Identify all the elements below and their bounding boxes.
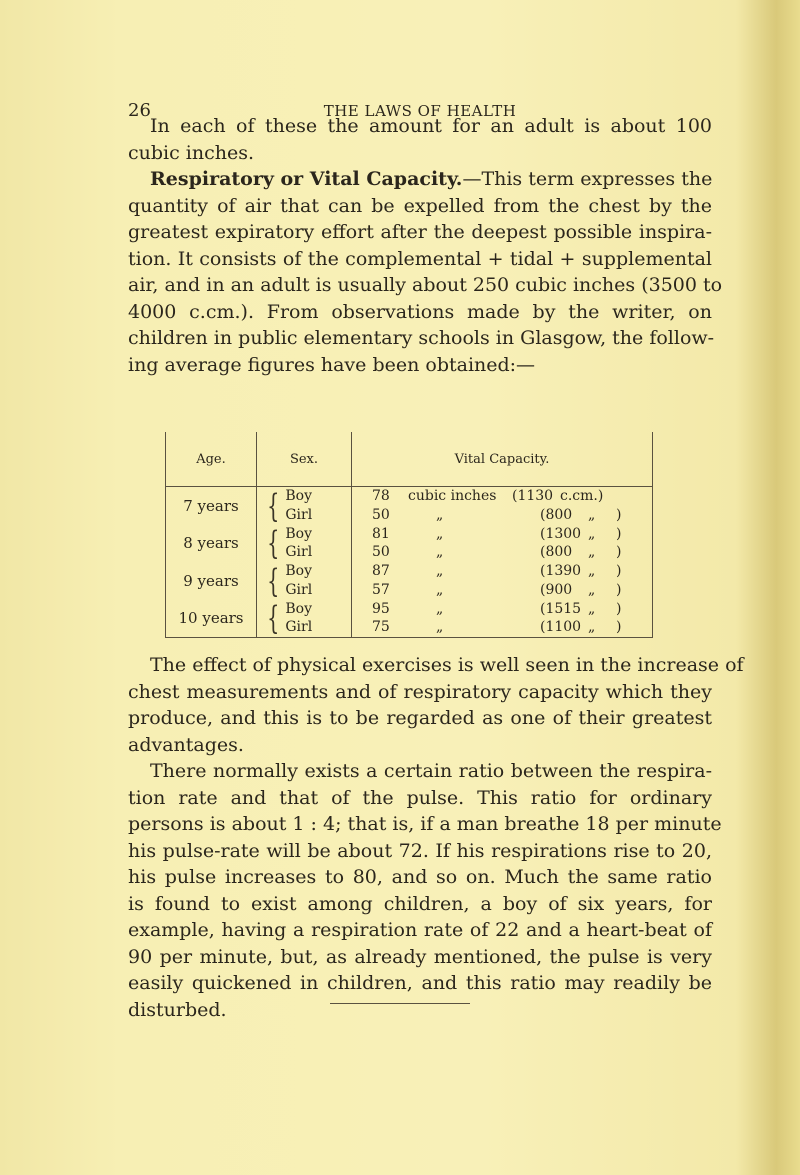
sex-group [257,600,351,637]
text-line [128,272,723,299]
table-row [166,562,653,600]
end-rule [330,1003,470,1004]
line-text: 90 per minute, but, as already mentioned, the pulse is very [128,945,712,968]
close-paren: ) [616,563,622,580]
col-header-age: Age. [166,432,257,487]
text-line [128,970,712,997]
line-text: air, and in an adult is usually about 250 cubic inches (3500 to [128,274,723,296]
line-text: persons is about 1 : 4; that is, if a man breathe 18 per minute [128,813,722,835]
brace-icon: { [267,524,280,563]
text-line [128,246,712,273]
line-text: There normally exists a certain ratio between the respira- [150,760,712,782]
age-cell: 8 years [166,525,257,563]
line-text: example, having a respiration rate of 22 and a heart-beat of [128,919,712,941]
sex-cell [257,525,352,563]
vital-capacity-cell [352,525,653,563]
text-line [128,944,712,971]
unit-ccm: c.cm.) [560,488,604,505]
sex-group [257,487,351,524]
sex-list [285,525,312,562]
value-inches: 50 [372,544,390,561]
text-line [128,299,712,326]
sex-group [257,525,351,562]
sex-list [285,600,312,637]
table-row [166,600,653,638]
unit-ccm: „ [588,506,596,523]
line-text: cubic inches. [128,141,255,164]
line-text: chest measurements and of respiratory capacity which they [128,680,712,703]
sex-label: Boy [285,525,312,542]
vital-capacity-entry [372,618,652,637]
text-line [128,891,712,918]
value-ccm: (900 [540,581,573,598]
line-text: quantity of air that can be expelled from the chest by the [128,194,712,217]
line-text: disturbed. [128,998,227,1021]
vital-capacity-entry [372,506,652,525]
value-inches: 87 [372,563,390,580]
sex-label: Girl [285,581,313,598]
text-line [128,705,712,732]
text-line [128,997,712,1024]
value-inches: 75 [372,619,390,636]
unit-ccm: „ [588,544,596,561]
unit-inches: „ [436,525,444,542]
sex-label: Boy [285,563,312,580]
line-text: his pulse-rate will be about 72. If his respirations rise to 20, [128,839,712,862]
vital-capacity-entry [372,600,652,619]
body-text-bottom [128,652,744,1023]
value-inches: 81 [372,525,390,542]
text-line [128,917,712,944]
table-row [166,525,653,563]
unit-ccm: „ [588,581,596,598]
brace-icon: { [267,486,280,525]
close-paren: ) [616,544,622,561]
text-line [128,219,712,246]
vital-capacity-cell [352,562,653,600]
sex-cell [257,487,352,525]
text-line [128,758,712,785]
value-ccm: (1390 [540,563,582,580]
line-text: advantages. [128,733,244,756]
sex-label: Boy [285,600,312,617]
value-inches: 57 [372,581,390,598]
value-ccm: (800 [540,544,573,561]
line-text: —This term expresses the [462,168,713,190]
vital-capacity-cell [352,487,653,525]
sex-list [285,562,312,599]
unit-inches: „ [436,544,444,561]
text-line [128,811,722,838]
text-line [128,113,712,140]
text-line [128,732,712,759]
text-line [128,352,712,379]
col-header-vital-capacity: Vital Capacity. [352,432,653,487]
page-number: 26 [128,100,151,121]
value-ccm: (1300 [540,525,582,542]
age-cell: 7 years [166,487,257,525]
close-paren: ) [616,506,622,523]
text-line [128,838,712,865]
vital-capacity-entry [372,543,652,562]
line-text: is found to exist among children, a boy of six years, for [128,892,712,915]
value-ccm: (1130 [512,488,554,505]
sex-label: Girl [285,506,313,523]
vital-capacity-list [372,562,652,599]
line-text: In each of these the amount for an adult is about 100 [150,115,712,137]
vital-capacity-entry [372,525,652,544]
text-line [128,679,712,706]
col-header-sex: Sex. [257,432,352,487]
vital-capacity-entry [372,562,652,581]
line-text: greatest expiratory effort after the deepest possible inspira- [128,221,712,243]
sex-cell [257,562,352,600]
unit-ccm: „ [588,563,596,580]
sex-group [257,562,351,599]
table-row [166,487,653,525]
vital-capacity-list [372,600,652,637]
unit-inches: cubic inches [408,488,497,505]
vital-capacity-table [165,432,653,638]
unit-ccm: „ [588,525,596,542]
text-line [128,140,712,167]
sex-label: Boy [285,488,312,505]
close-paren: ) [616,581,622,598]
unit-inches: „ [436,619,444,636]
body-text-top [128,113,723,378]
close-paren: ) [616,619,622,636]
unit-inches: „ [436,581,444,598]
running-title: THE LAWS OF HEALTH [323,102,517,120]
value-ccm: (800 [540,506,573,523]
vital-capacity-list [372,487,652,524]
sex-list [285,487,312,524]
unit-ccm: „ [588,619,596,636]
line-text: his pulse increases to 80, and so on. Much the same ratio [128,866,712,888]
line-text: ing average figures have been obtained:— [128,353,536,376]
text-line [128,166,712,193]
text-line [128,864,712,891]
unit-inches: „ [436,563,444,580]
line-text: tion. It consists of the complemental + tidal + supplemental [128,247,712,270]
sex-label: Girl [285,619,313,636]
unit-inches: „ [436,600,444,617]
value-ccm: (1100 [540,619,582,636]
close-paren: ) [616,525,622,542]
age-cell: 10 years [166,600,257,638]
brace-icon: { [267,599,280,638]
text-line [128,652,744,679]
section-heading: Respiratory or Vital Capacity. [150,168,463,190]
line-text: produce, and this is to be regarded as one of their greatest [128,707,712,729]
text-line [128,785,712,812]
close-paren: ) [616,600,622,617]
unit-inches: „ [436,506,444,523]
value-inches: 78 [372,488,390,505]
unit-ccm: „ [588,600,596,617]
vital-capacity-cell [352,600,653,638]
line-text: tion rate and that of the pulse. This ratio for ordinary [128,786,712,809]
vital-capacity-entry [372,487,652,506]
value-ccm: (1515 [540,600,582,617]
line-text: 4000 c.cm.). From observations made by the writer, on [128,300,712,323]
line-text: children in public elementary schools in Glasgow, the follow- [128,327,715,349]
line-text: The effect of physical exercises is well seen in the increase of [150,654,744,676]
value-inches: 95 [372,600,390,617]
vital-capacity-entry [372,581,652,600]
text-line [128,325,715,352]
value-inches: 50 [372,506,390,523]
sex-label: Girl [285,544,313,561]
age-cell: 9 years [166,562,257,600]
line-text: easily quickened in children, and this ratio may readily be [128,972,712,994]
text-line [128,193,712,220]
vital-capacity-list [372,525,652,562]
brace-icon: { [267,561,280,600]
sex-cell [257,600,352,638]
